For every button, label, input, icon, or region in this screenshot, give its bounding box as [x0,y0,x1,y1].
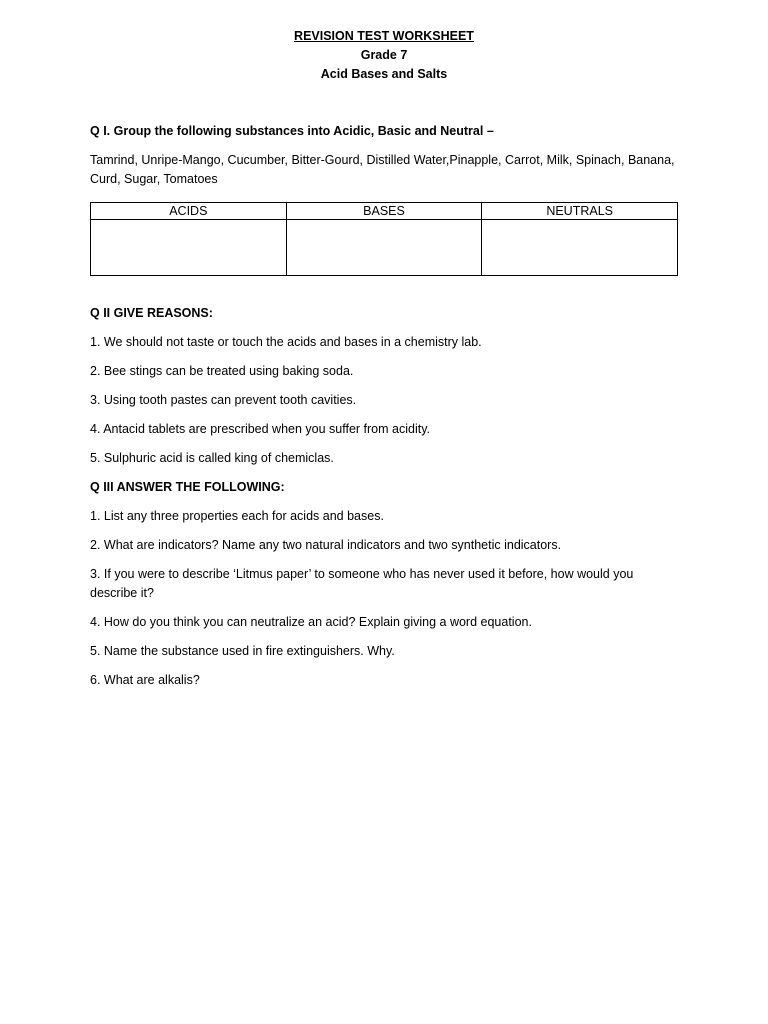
worksheet-title: REVISION TEST WORKSHEET [294,29,474,43]
acids-column-header: ACIDS [91,203,287,220]
answer-item: 1. List any three properties each for acids and bases. [90,509,384,523]
question-2-heading: Q II GIVE REASONS: [90,306,213,320]
grade-label: Grade 7 [360,48,408,62]
bases-column-header: BASES [286,203,482,220]
answer-item: 5. Name the substance used in fire extinguishers. Why. [90,644,395,658]
table-header-row [91,203,678,220]
classification-table [90,202,678,276]
question-3-heading: Q III ANSWER THE FOLLOWING: [90,480,285,494]
answer-item: 3. If you were to describe ‘Litmus paper’ to someone who has never used it before, how would you describe it? [90,567,634,600]
reason-item: 4. Antacid tablets are prescribed when you suffer from acidity. [90,422,430,436]
question-3-section [90,478,678,690]
neutrals-answer-cell [482,220,678,276]
substances-list: Tamrind, Unripe-Mango, Cucumber, Bitter-Gourd, Distilled Water,Pinapple, Carrot, Milk, Spinach, Banana, Curd, Sugar, Tomatoes [90,153,675,186]
table-answer-row [91,220,678,276]
answer-item: 4. How do you think you can neutralize an acid? Explain giving a word equation. [90,615,532,629]
question-1-heading: Q I. Group the following substances into Acidic, Basic and Neutral – [90,124,494,138]
answer-item: 6. What are alkalis? [90,673,200,687]
reason-item: 2. Bee stings can be treated using baking soda. [90,364,354,378]
reason-item: 1. We should not taste or touch the acids and bases in a chemistry lab. [90,335,482,349]
worksheet-page [90,27,678,690]
reason-item: 3. Using tooth pastes can prevent tooth cavities. [90,393,357,407]
question-1-section [90,122,678,276]
reason-item: 5. Sulphuric acid is called king of chemiclas. [90,451,334,465]
answer-item: 2. What are indicators? Name any two natural indicators and two synthetic indicators. [90,538,562,552]
question-2-section [90,304,678,468]
bases-answer-cell [286,220,482,276]
topic-label: Acid Bases and Salts [320,67,448,81]
neutrals-column-header: NEUTRALS [482,203,678,220]
acids-answer-cell [91,220,287,276]
